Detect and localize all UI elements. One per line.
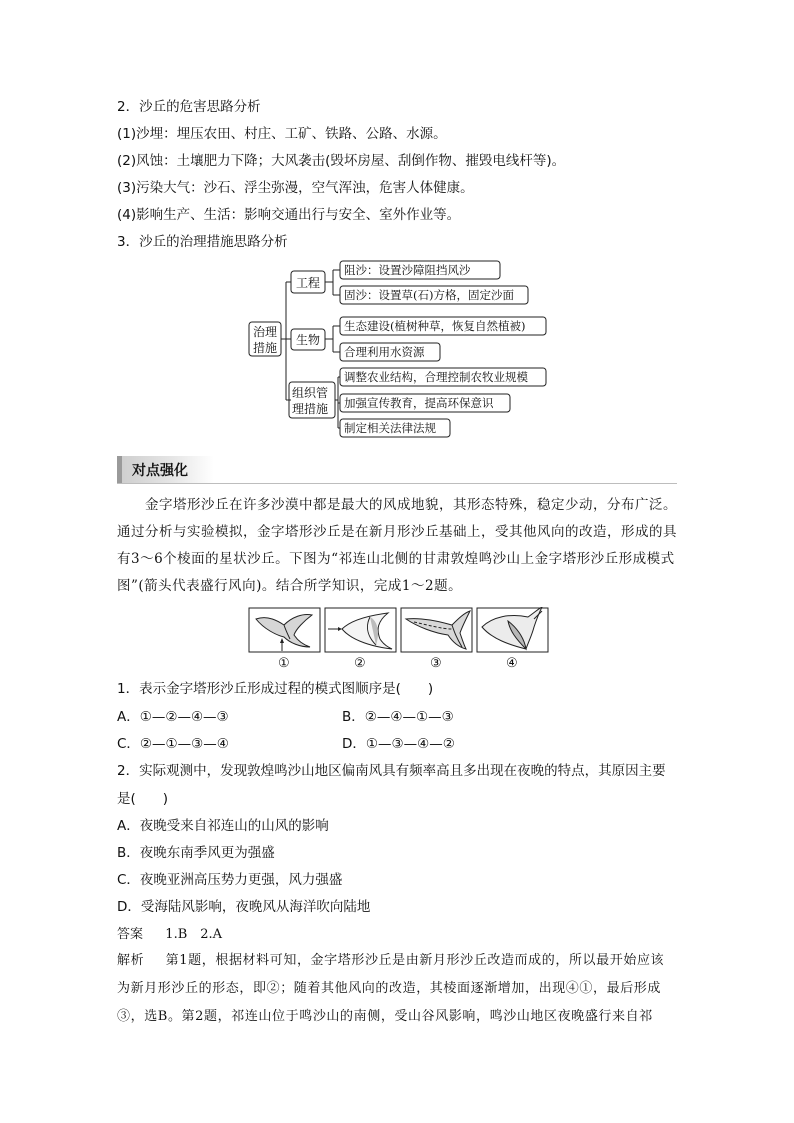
tree-group-label: 生物 (296, 333, 321, 347)
figure-label: ① (278, 656, 290, 671)
answer-line (117, 926, 222, 944)
section-heading: 3．沙丘的治理措施思路分析 (117, 234, 288, 250)
option-b: B．②—④—①—③ (342, 709, 454, 725)
question-stem: 1．表示金字塔形沙丘形成过程的模式图顺序是( ) (117, 681, 434, 697)
tree-leaf-label: 合理利用水资源 (344, 345, 425, 359)
dune-model-2 (328, 613, 392, 649)
tree-group-label: 理措施 (292, 402, 329, 416)
option-a: A．①—②—④—③ (117, 709, 229, 725)
list-item: (2)风蚀：土壤肥力下降；大风袭击(毁坏房屋、刮倒作物、摧毁电线杆等)。 (117, 153, 566, 169)
tree-group-label: 组织管 (292, 386, 329, 400)
banner-title: 对点强化 (132, 463, 188, 479)
list-item: (1)沙埋：埋压农田、村庄、工矿、铁路、公路、水源。 (117, 126, 447, 142)
list-item: (3)污染大气：沙石、浮尘弥漫，空气浑浊，危害人体健康。 (117, 180, 474, 196)
figure-label: ② (354, 656, 366, 671)
tree-root-label: 措施 (253, 341, 278, 355)
analysis-text: ③，选B。第2题，祁连山位于鸣沙山的南侧，受山谷风影响，鸣沙山地区夜晚盛行来自祁 (117, 1009, 653, 1024)
analysis-line (117, 952, 664, 970)
passage-line: 通过分析与实验模拟，金字塔形沙丘是在新月形沙丘基础上，受其他风向的改造，形成的具 (117, 524, 677, 540)
list-item: (4)影响生产、生活：影响交通出行与安全、室外作业等。 (117, 207, 461, 223)
question-stem: 2．实际观测中，发现敦煌鸣沙山地区偏南风具有频率高且多出现在夜晚的特点，其原因主要 (117, 763, 666, 779)
figure-label: ④ (506, 656, 518, 671)
dune-model-figure (248, 607, 550, 671)
tree-leaf-label: 加强宣传教育，提高环保意识 (344, 396, 494, 410)
banner-divider (117, 483, 677, 484)
analysis-text: 为新月形沙丘的形态，即②；随着其他风向的改造，其棱面逐渐增加，出现④①，最后形成 (117, 981, 662, 996)
tree-leaf-label: 制定相关法律法规 (344, 421, 436, 435)
option-c: C．夜晚亚洲高压势力更强，风力强盛 (117, 872, 343, 888)
analysis-text: 第1题，根据材料可知，金字塔形沙丘是由新月形沙丘改造而成的，所以最开始应该 (165, 953, 665, 968)
option-b: B．夜晚东南季风更为强盛 (117, 845, 275, 861)
passage-line: 金字塔形沙丘在许多沙漠中都是最大的风成地貌，其形态特殊，稳定少动，分布广泛。 (145, 497, 677, 513)
tree-leaf-label: 阻沙：设置沙障阻挡风沙 (344, 263, 471, 277)
option-a: A．夜晚受来自祁连山的山风的影响 (117, 818, 329, 834)
tree-group-label: 工程 (296, 276, 321, 290)
section-banner (117, 456, 214, 483)
answer-value: 1.B 2.A (165, 927, 223, 942)
option-c: C．②—①—③—④ (117, 736, 229, 752)
dune-model-4 (482, 607, 542, 649)
passage-line: 图”(箭头代表盛行风向)。结合所学知识，完成1～2题。 (117, 578, 463, 594)
section-heading: 2．沙丘的危害思路分析 (117, 99, 261, 115)
measures-tree-diagram (240, 258, 560, 440)
passage-line: 有3～6个棱面的星状沙丘。下图为“祁连山北侧的甘肃敦煌鸣沙山上金字塔形沙丘形成模式 (117, 551, 675, 567)
option-d: D．受海陆风影响，夜晚风从海洋吹向陆地 (117, 899, 371, 915)
tree-leaf-label: 调整农业结构，合理控制农牧业规模 (344, 370, 528, 384)
tree-root-label: 治理 (253, 325, 278, 339)
question-stem: 是( ) (117, 791, 169, 807)
figure-label: ③ (430, 656, 442, 671)
analysis-label: 解析 (117, 953, 145, 968)
tree-leaf-label: 固沙：设置草(石)方格，固定沙面 (344, 288, 514, 302)
tree-leaf-label: 生态建设(植树种草，恢复自然植被) (344, 319, 526, 333)
dune-model-1 (256, 614, 312, 651)
option-d: D．①—③—④—② (342, 736, 455, 752)
dune-model-3 (406, 611, 470, 649)
answer-label: 答案 (117, 927, 144, 942)
